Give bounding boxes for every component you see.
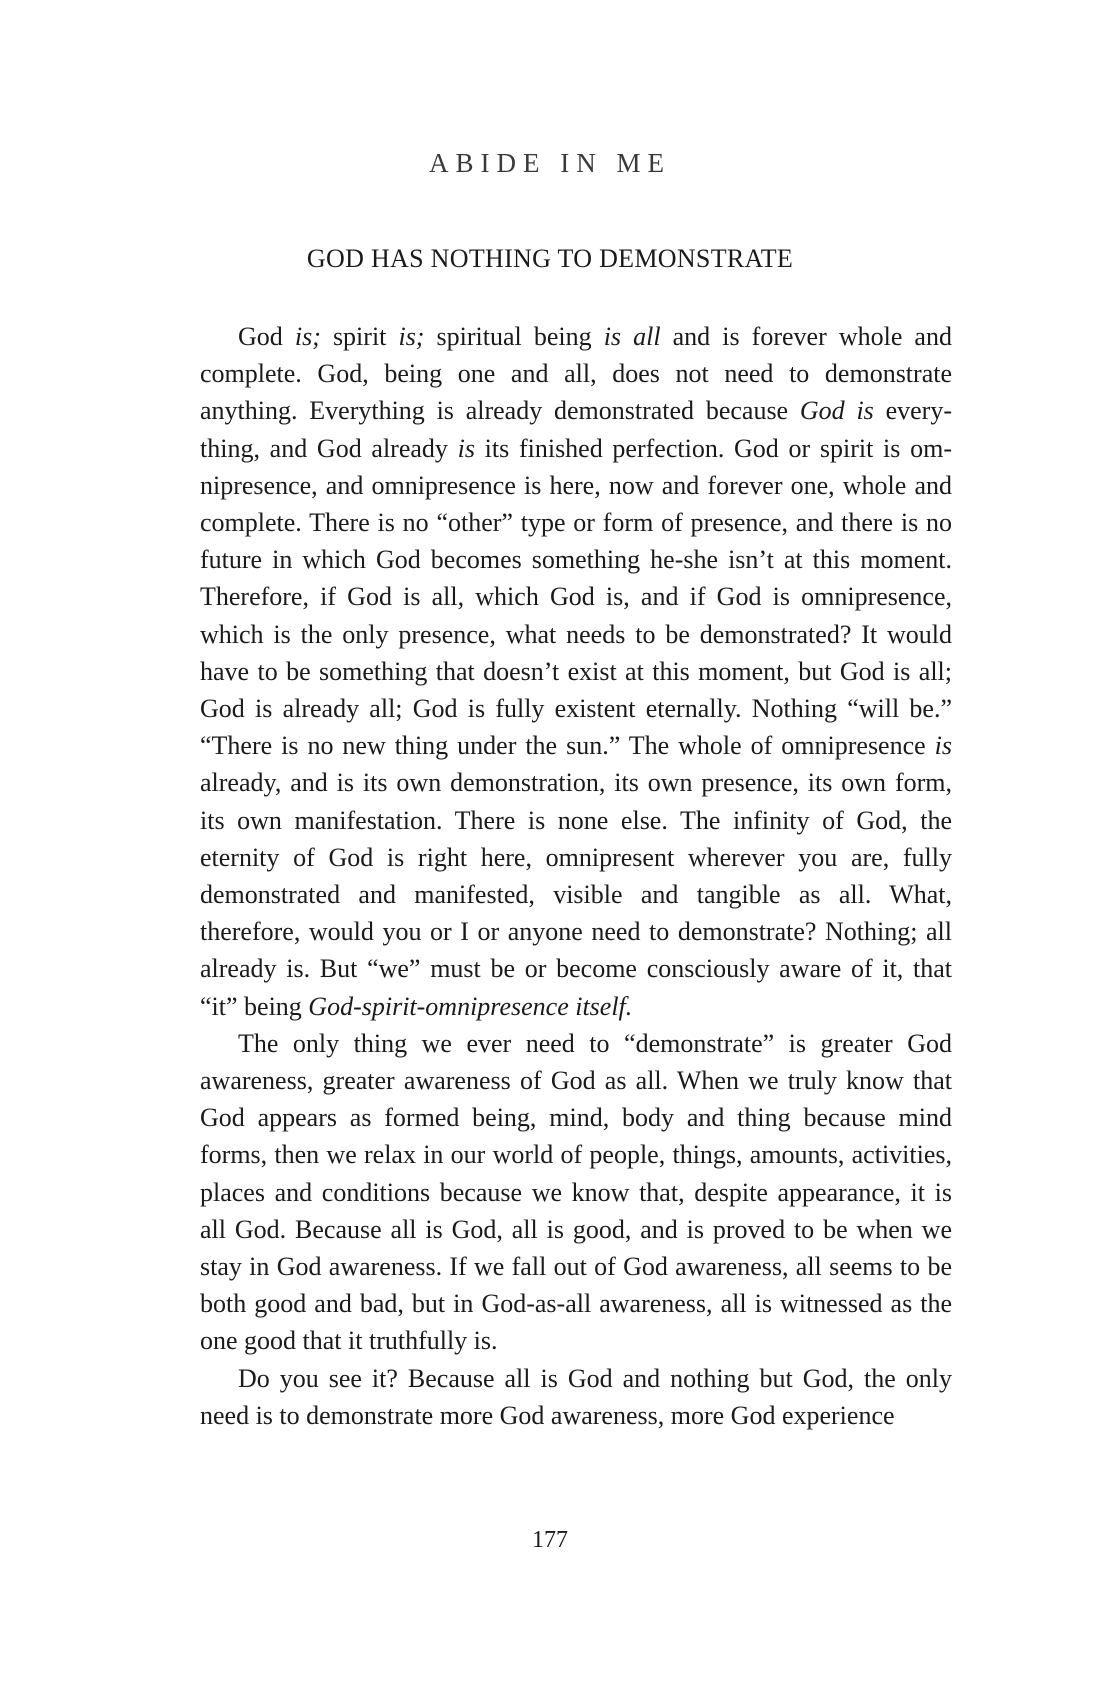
body-text-run: and is forever whole and complete. God, being one and all, does not need to demonstrate anything. Everything is already demonstrated because	[200, 322, 952, 426]
running-head: ABIDE IN ME	[429, 148, 671, 178]
body-text-run: already, and is its own demonstration, its own presence, its own form, its own manifestation. There is none else. The infinity of God, the eternity of God is right here, omnipresent wherever you are, fully demonstrated and manifested, visible and tangible as all. What, therefore, would you or I or anyone need to demonstrate? Nothing; all already is. But “we” must be or become consciously aware of it, that “it” being	[200, 768, 952, 1021]
body-text-run: The only thing we ever need to “demonstrate” is greater God awareness, greater awareness of God as all. When we truly know that God appears as formed being, mind, body and thing because mind forms, then we relax in our world of people, things, amounts, activities, places and conditions because we know that, despite appearance, it is all God. Because all is God, all is good, and is proved to be when we stay in God awareness. If we fall out of God awareness, all seems to be both good and bad, but in God-as-all awareness, all is witnessed as the one good that it truthfully is.	[200, 1028, 952, 1356]
page-number: 177	[532, 1527, 568, 1553]
body-text-run: God	[238, 322, 295, 351]
italic-text: is;	[294, 322, 321, 351]
body-text-run: spirit	[320, 322, 399, 351]
italic-text: God is	[799, 396, 874, 426]
body-text-run: spiritual being	[424, 322, 604, 351]
body-text-run: Do you see it? Because all is God and nothing but God, the only need is to demonstrate more God awareness, more God experience	[200, 1363, 952, 1430]
body-text-run: its finished perfection. God or spirit is omnipresence, and omnipresence is here, now and forever one, whole and complete. There is no “other” type or form of presence, and there is no future in which God becomes something he-she isn’t at this moment. Therefore, if God is all, which God is, and if God is omnipresence, which is the only presence, what needs to be demonstrated? It would have to be something that doesn’t exist at this moment, but God is all; God is already all; God is fully existent eternally. Nothing “will be.” “There is no new thing under the sun.” The whole of omnipresence	[200, 433, 952, 761]
paragraph-3	[200, 1360, 952, 1434]
italic-text: is	[934, 731, 952, 761]
italic-text: is;	[398, 322, 425, 351]
paragraph-1	[200, 318, 952, 1025]
body-text-run: everything, and God already	[200, 396, 952, 463]
italic-text: is	[457, 433, 475, 463]
italic-text: is all	[603, 322, 661, 351]
italic-text: God-spirit-omnipresence itself.	[308, 991, 633, 1021]
paragraph-2	[200, 1025, 952, 1360]
section-title: GOD HAS NOTHING TO DEMONSTRATE	[306, 244, 794, 273]
body-text	[200, 318, 952, 1434]
